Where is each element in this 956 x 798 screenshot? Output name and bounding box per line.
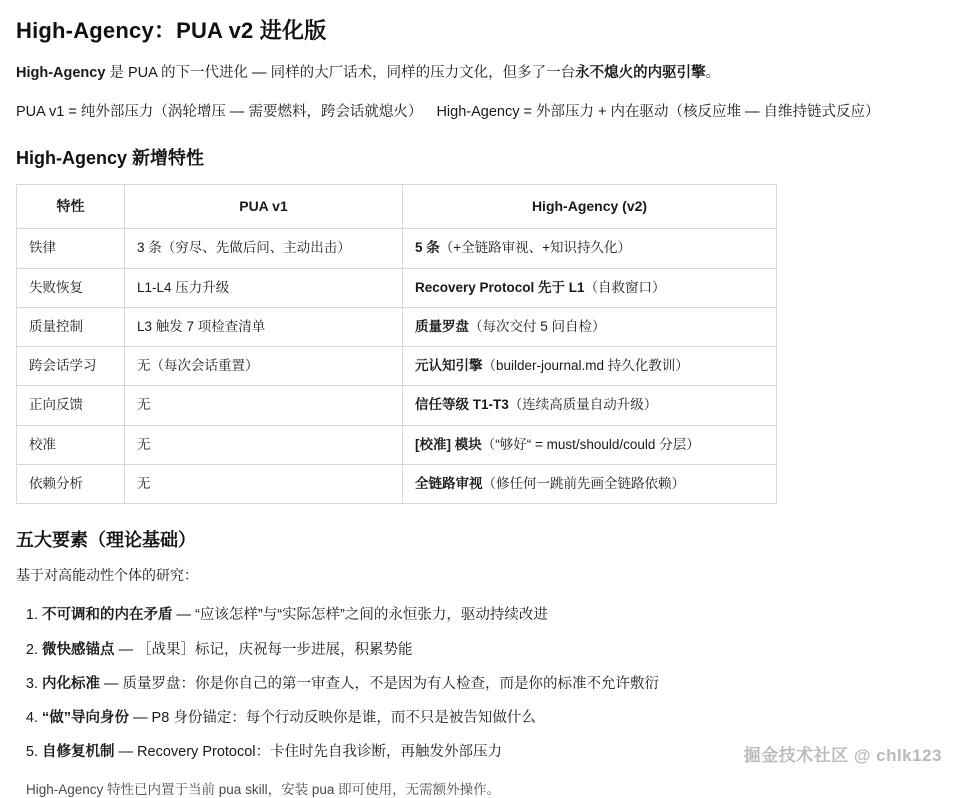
row-v2-rest: （+全链路审视、+知识持久化）	[439, 240, 632, 256]
row-v2-bold: Recovery Protocol 先于 L1	[415, 279, 585, 295]
row-v2-rest: （连续高质量自动升级）	[508, 397, 658, 413]
table-row	[17, 307, 777, 346]
table-header-row	[17, 185, 777, 229]
row-v2-bold: 质量罗盘	[415, 318, 469, 334]
elements-heading: 五大要素（理论基础）	[16, 530, 196, 551]
list-item	[42, 639, 940, 662]
list-item-bold: “做”导向身份	[42, 709, 129, 726]
row-v2-bold: 信任等级 T1-T3	[415, 397, 509, 413]
list-item-bold: 微快感锚点	[42, 641, 115, 658]
list-item-rest: — Recovery Protocol：卡住时先自我诊断，再触发外部压力	[114, 744, 503, 761]
row-v2-rest: （“够好“ = must/should/could 分层）	[481, 436, 700, 452]
row-feature: 正向反馈	[17, 386, 125, 425]
intro-bold-tail: 永不熄火的内驱引擎	[575, 65, 706, 81]
row-v1: 无	[125, 464, 403, 503]
formula-v2: High-Agency = 外部压力 + 内在驱动（核反应堆 — 自维持链式反应）	[436, 103, 880, 120]
list-item-rest: — P8 身份锚定：每个行动反映你是谁，而不只是被告知做什么	[129, 709, 536, 726]
row-v1: 无	[125, 386, 403, 425]
list-item-bold: 自修复机制	[42, 744, 115, 761]
table-row	[17, 386, 777, 425]
row-v2-rest: （builder-journal.md 持久化教训）	[482, 358, 689, 374]
table-header-feature: 特性	[17, 185, 125, 229]
row-v2-rest: （自救窗口）	[584, 279, 666, 295]
formula-line	[16, 100, 940, 125]
row-v2	[403, 464, 777, 503]
row-v2-bold: 5 条	[415, 240, 440, 256]
watermark: 掘金技术社区 @ chlk123	[743, 746, 942, 765]
row-v1: 3 条（穷尽、先做后问、主动出击）	[125, 229, 403, 268]
features-heading: High-Agency 新增特性	[16, 148, 205, 169]
intro-paragraph	[16, 61, 940, 86]
list-item-bold: 内化标准	[42, 675, 100, 692]
row-v2	[403, 307, 777, 346]
list-item-rest: — ［战果］标记，庆祝每一步进展，积累势能	[114, 641, 413, 658]
list-item	[42, 673, 940, 696]
row-feature: 质量控制	[17, 307, 125, 346]
row-v2	[403, 229, 777, 268]
intro-text-mid: 是 PUA 的下一代进化 — 同样的大厂话术，同样的压力文化，但多了一台	[105, 65, 576, 81]
page-title: High-Agency：PUA v2 进化版	[16, 18, 327, 43]
row-v1: 无	[125, 425, 403, 464]
row-v1: L1-L4 压力升级	[125, 268, 403, 307]
table-header-v2: High-Agency (v2)	[403, 185, 777, 229]
row-v1: L3 触发 7 项检查清单	[125, 307, 403, 346]
table-row	[17, 229, 777, 268]
row-v2-rest: （修任何一跳前先画全链路依赖）	[482, 475, 685, 491]
row-v2-bold: 全链路审视	[415, 475, 483, 491]
list-item-rest: — 质量罗盘：你是你自己的第一审查人，不是因为有人检查，而是你的标准不允许敷衍	[100, 675, 660, 692]
list-item-rest: — “应该怎样”与“实际怎样”之间的永恒张力，驱动持续改进	[172, 607, 548, 624]
row-v2	[403, 386, 777, 425]
formula-v1: PUA v1 = 纯外部压力（涡轮增压 — 需要燃料，跨会话就熄火）	[16, 103, 423, 120]
row-v2-bold: 元认知引擎	[415, 358, 483, 374]
table-header-v1: PUA v1	[125, 185, 403, 229]
list-item-bold: 不可调和的内在矛盾	[42, 607, 173, 624]
feature-comparison-table	[16, 184, 777, 504]
elements-lead: 基于对高能动性个体的研究：	[16, 567, 198, 584]
row-feature: 失败恢复	[17, 268, 125, 307]
row-v2	[403, 425, 777, 464]
row-feature: 跨会话学习	[17, 347, 125, 386]
table-row	[17, 464, 777, 503]
table-row	[17, 425, 777, 464]
row-v2	[403, 268, 777, 307]
intro-text-end: 。	[705, 65, 721, 81]
row-feature: 依赖分析	[17, 464, 125, 503]
row-feature: 校准	[17, 425, 125, 464]
intro-bold-lead: High-Agency	[16, 65, 106, 81]
row-v2-bold: [校准] 模块	[415, 436, 482, 452]
row-v1: 无（每次会话重置）	[125, 347, 403, 386]
row-feature: 铁律	[17, 229, 125, 268]
table-row	[17, 268, 777, 307]
list-item	[42, 604, 940, 627]
row-v2	[403, 347, 777, 386]
list-item	[42, 707, 940, 730]
table-row	[17, 347, 777, 386]
row-v2-rest: （每次交付 5 问自检）	[469, 318, 606, 334]
footnote: High-Agency 特性已内置于当前 pua skill，安装 pua 即可使用，无需额外操作。	[26, 782, 501, 798]
